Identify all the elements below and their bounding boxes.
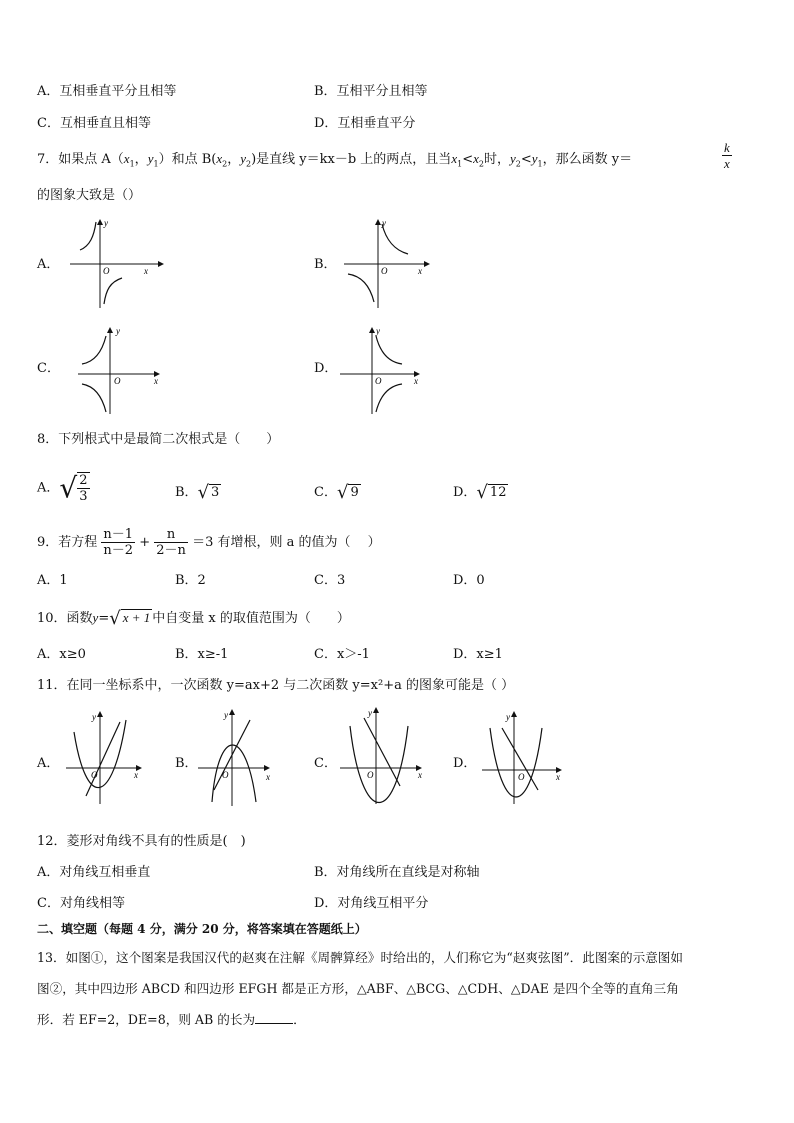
q6-option-d: D．互相垂直平分 [314,116,416,131]
svg-text:O: O [222,770,229,780]
q12-stem: 12．菱形对角线不具有的性质是( ) [37,834,246,849]
q11-graph-c [338,704,428,808]
q8-option-b: B．√ 3 [175,482,220,503]
q7-fraction: $\frac{k}{x}$ [724,140,730,171]
svg-text:y: y [506,712,510,722]
svg-text:O: O [367,770,374,780]
q11-label-d: D． [453,756,477,771]
q7-stem: 7．如果点 $A(x_1$，$y_1$）和点 $B(x_2$，$y_2$)是直线 y＝kx－b 上的两点，且当$x_1<x_2$时，$y_2<y_1$，那么函数 y＝ [37,151,633,169]
q7-graph-b [340,216,440,311]
q11-graph-a [64,708,148,808]
svg-text:y: y [116,326,120,336]
q13-line1: 13．如图①，这个图案是我国汉代的赵爽在注解《周髀算经》时给出的，人们称它为“赵爽弦图”．此图案的示意图如 [37,950,683,965]
q9-option-c: C．3 [314,573,346,588]
svg-text:y: y [376,326,380,336]
q6-option-a: A．互相垂直平分且相等 [37,84,177,99]
svg-text:x: x [154,376,158,386]
q12-option-c: C．对角线相等 [37,896,125,911]
q12-option-a: A．对角线互相垂直 [37,865,151,880]
svg-text:x: x [266,772,270,782]
q13-answer-blank [255,1011,293,1024]
svg-text:x: x [418,266,422,276]
q8-stem: 8．下列根式中是最简二次根式是（ ） [37,432,280,447]
svg-text:O: O [114,376,121,386]
svg-text:O: O [375,376,382,386]
q8-option-d: D．√ 12 [453,482,507,503]
q10-option-d: D．x≥1 [453,647,503,662]
q8-option-c: C．√ 9 [314,482,359,503]
q7-label-b: B． [314,257,337,272]
svg-text:O: O [381,266,388,276]
q6-option-b: B．互相平分且相等 [314,84,428,99]
q7-label-a: A． [37,257,60,272]
q7-graph-c [74,322,174,417]
svg-text:O: O [103,266,110,276]
q9-option-b: B．2 [175,573,206,588]
q7-label-d: D． [314,361,338,376]
q7-label-c: C． [37,361,60,376]
q9-stem: 9．若方程 $\frac{n-1}{n-2}$ + $\frac{n}{2-n}$ ＝3 有增根，则 a 的值为（ ） [37,527,381,558]
q13-line2: 图②，其中四边形 ABCD 和四边形 EFGH 都是正方形，△ABF、△BCG、△CDH、△DAE 是四个全等的直角三角 [37,981,679,996]
q11-label-a: A． [37,756,60,771]
q7-stem-line2: 的图象大致是（） [37,188,142,203]
section-title-fill-in: 二、填空题（每题 4 分，满分 20 分，将答案填在答题纸上） [37,922,367,936]
q11-stem: 11．在同一坐标系中，一次函数 y=ax+2 与二次函数 y=x²+a 的图象可能是（ ） [37,678,515,693]
q13-line3: 形．若 EF=2，DE=8，则 AB 的长为 ． [37,1012,306,1027]
svg-text:y: y [368,708,372,718]
q10-option-a: A．x≥0 [37,647,86,662]
q10-stem: 10．函数y=√ x + 1 中自变量 x 的取值范围为（ ） [37,608,350,629]
svg-text:y: y [224,710,228,720]
q9-fraction-1: $\frac{n-1}{n-2}$ [103,527,134,558]
q12-option-b: B．对角线所在直线是对称轴 [314,865,480,880]
q8-option-a: A．√ $\frac{2}{3}$ [37,471,88,505]
q9-option-a: A．1 [37,573,68,588]
q11-graph-d [480,708,570,808]
svg-text:x: x [414,376,418,386]
q11-graph-b [196,706,280,810]
svg-text:O: O [91,770,98,780]
svg-text:y: y [104,218,108,228]
q9-option-d: D．0 [453,573,485,588]
q12-option-d: D．对角线互相平分 [314,896,429,911]
svg-text:x: x [134,770,138,780]
q6-option-c: C．互相垂直且相等 [37,116,151,131]
q11-label-c: C． [314,756,337,771]
svg-text:x: x [144,266,148,276]
q10-option-c: C．x＞-1 [314,647,370,662]
svg-text:O: O [518,772,525,782]
q7-graph-a [66,216,166,311]
q7-graph-d [336,322,436,417]
q10-option-b: B．x≥-1 [175,647,229,662]
svg-text:x: x [556,772,560,782]
svg-text:y: y [92,712,96,722]
q11-label-b: B． [175,756,198,771]
svg-text:x: x [418,770,422,780]
q9-fraction-2: $\frac{n}{2-n}$ [156,527,186,558]
svg-text:y: y [382,218,386,228]
